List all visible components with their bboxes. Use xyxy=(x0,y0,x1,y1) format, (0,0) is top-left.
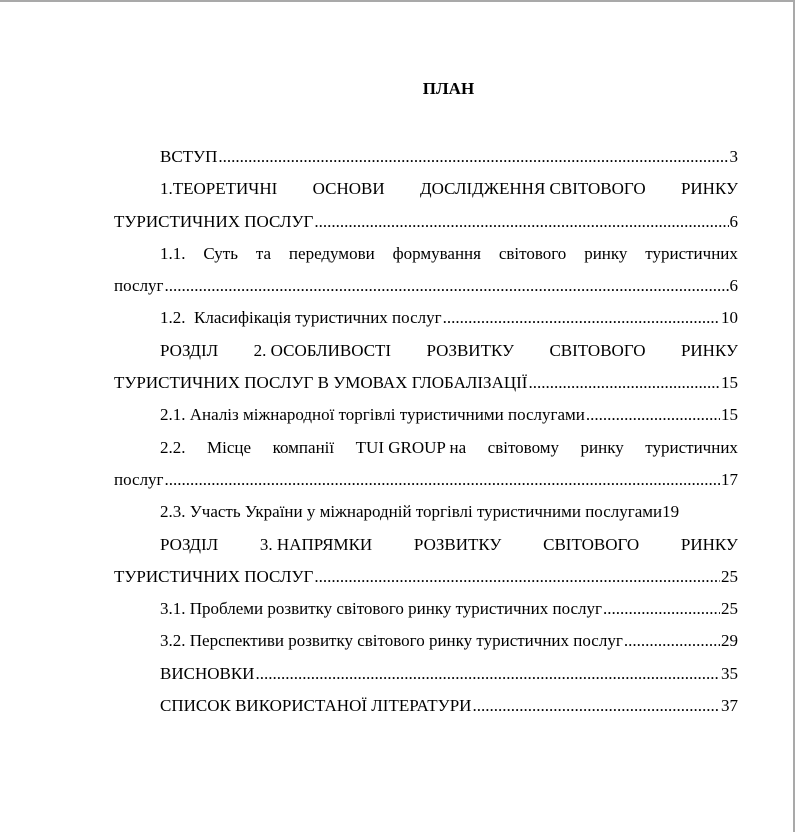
toc-entry-text: 2.3. Участь України у міжнародній торгівлі туристичними послугами xyxy=(160,502,663,522)
toc-entry-1-1-line1 xyxy=(114,238,738,270)
toc-word: ринку xyxy=(580,437,624,457)
toc-entry-section-2-line2 xyxy=(114,367,738,399)
toc-word: РОЗДІЛ xyxy=(160,340,219,360)
toc-entry-2-2-line2 xyxy=(114,464,738,496)
dot-leader xyxy=(314,206,728,238)
toc-word: ринку xyxy=(584,243,628,263)
toc-word: ДОСЛІДЖЕННЯ СВІТОВОГО xyxy=(419,179,646,199)
dot-leader xyxy=(443,302,720,334)
toc-entry-section-3-line1 xyxy=(114,529,738,561)
toc-entry-text: 3.2. Перспективи розвитку світового ринку туристичних послуг xyxy=(160,631,623,651)
toc-page-number: 6 xyxy=(729,211,738,231)
toc-entry-text: 2.1. Аналіз міжнародної торгівлі туристичними послугами xyxy=(160,405,585,425)
toc-word: 1.1. xyxy=(160,243,186,263)
toc-word: туристичних xyxy=(645,243,738,263)
toc-entry-2-2-line1 xyxy=(114,432,738,464)
toc-page-number: 6 xyxy=(729,276,738,296)
toc-word: СВІТОВОГО xyxy=(543,534,640,554)
toc-entry-2-1 xyxy=(114,399,738,431)
toc-entry-section-2-line1 xyxy=(114,335,738,367)
toc-word: РИНКУ xyxy=(680,340,738,360)
toc-word: формування xyxy=(392,243,481,263)
toc-word: РОЗВИТКУ xyxy=(426,340,515,360)
toc-word: TUI GROUP на xyxy=(355,437,467,457)
toc-entry-text: ТУРИСТИЧНИХ ПОСЛУГ xyxy=(114,566,314,586)
table-of-contents xyxy=(114,141,738,722)
toc-word: ОСНОВИ xyxy=(312,179,385,199)
dot-leader xyxy=(165,270,729,302)
toc-page-number: 15 xyxy=(721,405,738,425)
toc-entry-text: послуг xyxy=(114,276,164,296)
toc-entry-text: ТУРИСТИЧНИХ ПОСЛУГ xyxy=(114,211,314,231)
toc-page-number: 25 xyxy=(721,599,738,619)
toc-word: туристичних xyxy=(645,437,738,457)
toc-page-number: 35 xyxy=(721,663,738,683)
toc-word: РОЗВИТКУ xyxy=(413,534,502,554)
toc-entry-section-1-line1 xyxy=(114,173,738,205)
toc-entry-section-1-line2 xyxy=(114,206,738,238)
dot-leader xyxy=(603,593,720,625)
toc-entry-2-3 xyxy=(114,496,738,528)
toc-entry-section-3-line2 xyxy=(114,561,738,593)
toc-entry-conclusions xyxy=(114,658,738,690)
toc-entry-text: 1.2. Класифікація туристичних послуг xyxy=(160,308,442,328)
dot-leader xyxy=(165,464,720,496)
dot-leader xyxy=(586,399,720,431)
dot-leader xyxy=(624,625,720,657)
toc-page-number: 37 xyxy=(721,696,738,716)
page-title: ПЛАН xyxy=(422,79,475,98)
toc-entry-text: ТУРИСТИЧНИХ ПОСЛУГ В УМОВАХ ГЛОБАЛІЗАЦІЇ xyxy=(114,373,528,393)
toc-entry-1-1-line2 xyxy=(114,270,738,302)
toc-page-number: 3 xyxy=(729,147,738,166)
toc-entry-3-1 xyxy=(114,593,738,625)
toc-word: РИНКУ xyxy=(680,179,738,199)
dot-leader xyxy=(472,690,720,722)
toc-word: Місце xyxy=(207,437,252,457)
toc-page-number: 10 xyxy=(721,308,738,328)
toc-word: світового xyxy=(498,243,567,263)
toc-word: СВІТОВОГО xyxy=(549,340,646,360)
toc-entry-text: 3.1. Проблеми розвитку світового ринку туристичних послуг xyxy=(160,599,602,619)
toc-word: 2. ОСОБЛИВОСТІ xyxy=(253,340,392,360)
toc-entry-text: ВСТУП xyxy=(160,147,218,166)
toc-page-number: 25 xyxy=(721,566,738,586)
toc-word: компанії xyxy=(272,437,335,457)
toc-entry-1-2 xyxy=(114,302,738,334)
toc-page-number: 17 xyxy=(721,469,738,489)
toc-word: світовому xyxy=(487,437,560,457)
toc-entry-text: послуг xyxy=(114,469,164,489)
toc-entry-text: СПИСОК ВИКОРИСТАНОЇ ЛІТЕРАТУРИ xyxy=(160,696,472,716)
toc-word: РОЗДІЛ xyxy=(160,534,219,554)
toc-word: та xyxy=(255,243,272,263)
toc-word: РИНКУ xyxy=(680,534,738,554)
toc-page-number: 19 xyxy=(662,502,680,522)
toc-entry-intro xyxy=(114,141,738,173)
toc-word: Суть xyxy=(203,243,238,263)
toc-entry-references xyxy=(114,690,738,722)
toc-page-number: 15 xyxy=(721,373,738,393)
dot-leader xyxy=(314,561,720,593)
toc-entry-3-2 xyxy=(114,625,738,657)
toc-word: 1.ТЕОРЕТИЧНІ xyxy=(160,179,278,199)
dot-leader xyxy=(528,367,720,399)
dot-leader xyxy=(218,141,728,173)
dot-leader xyxy=(255,658,720,690)
toc-word: 3. НАПРЯМКИ xyxy=(259,534,373,554)
toc-page-number: 29 xyxy=(721,631,738,651)
toc-entry-text: ВИСНОВКИ xyxy=(160,663,255,683)
toc-word: 2.2. xyxy=(160,437,186,457)
toc-word: передумови xyxy=(288,243,375,263)
